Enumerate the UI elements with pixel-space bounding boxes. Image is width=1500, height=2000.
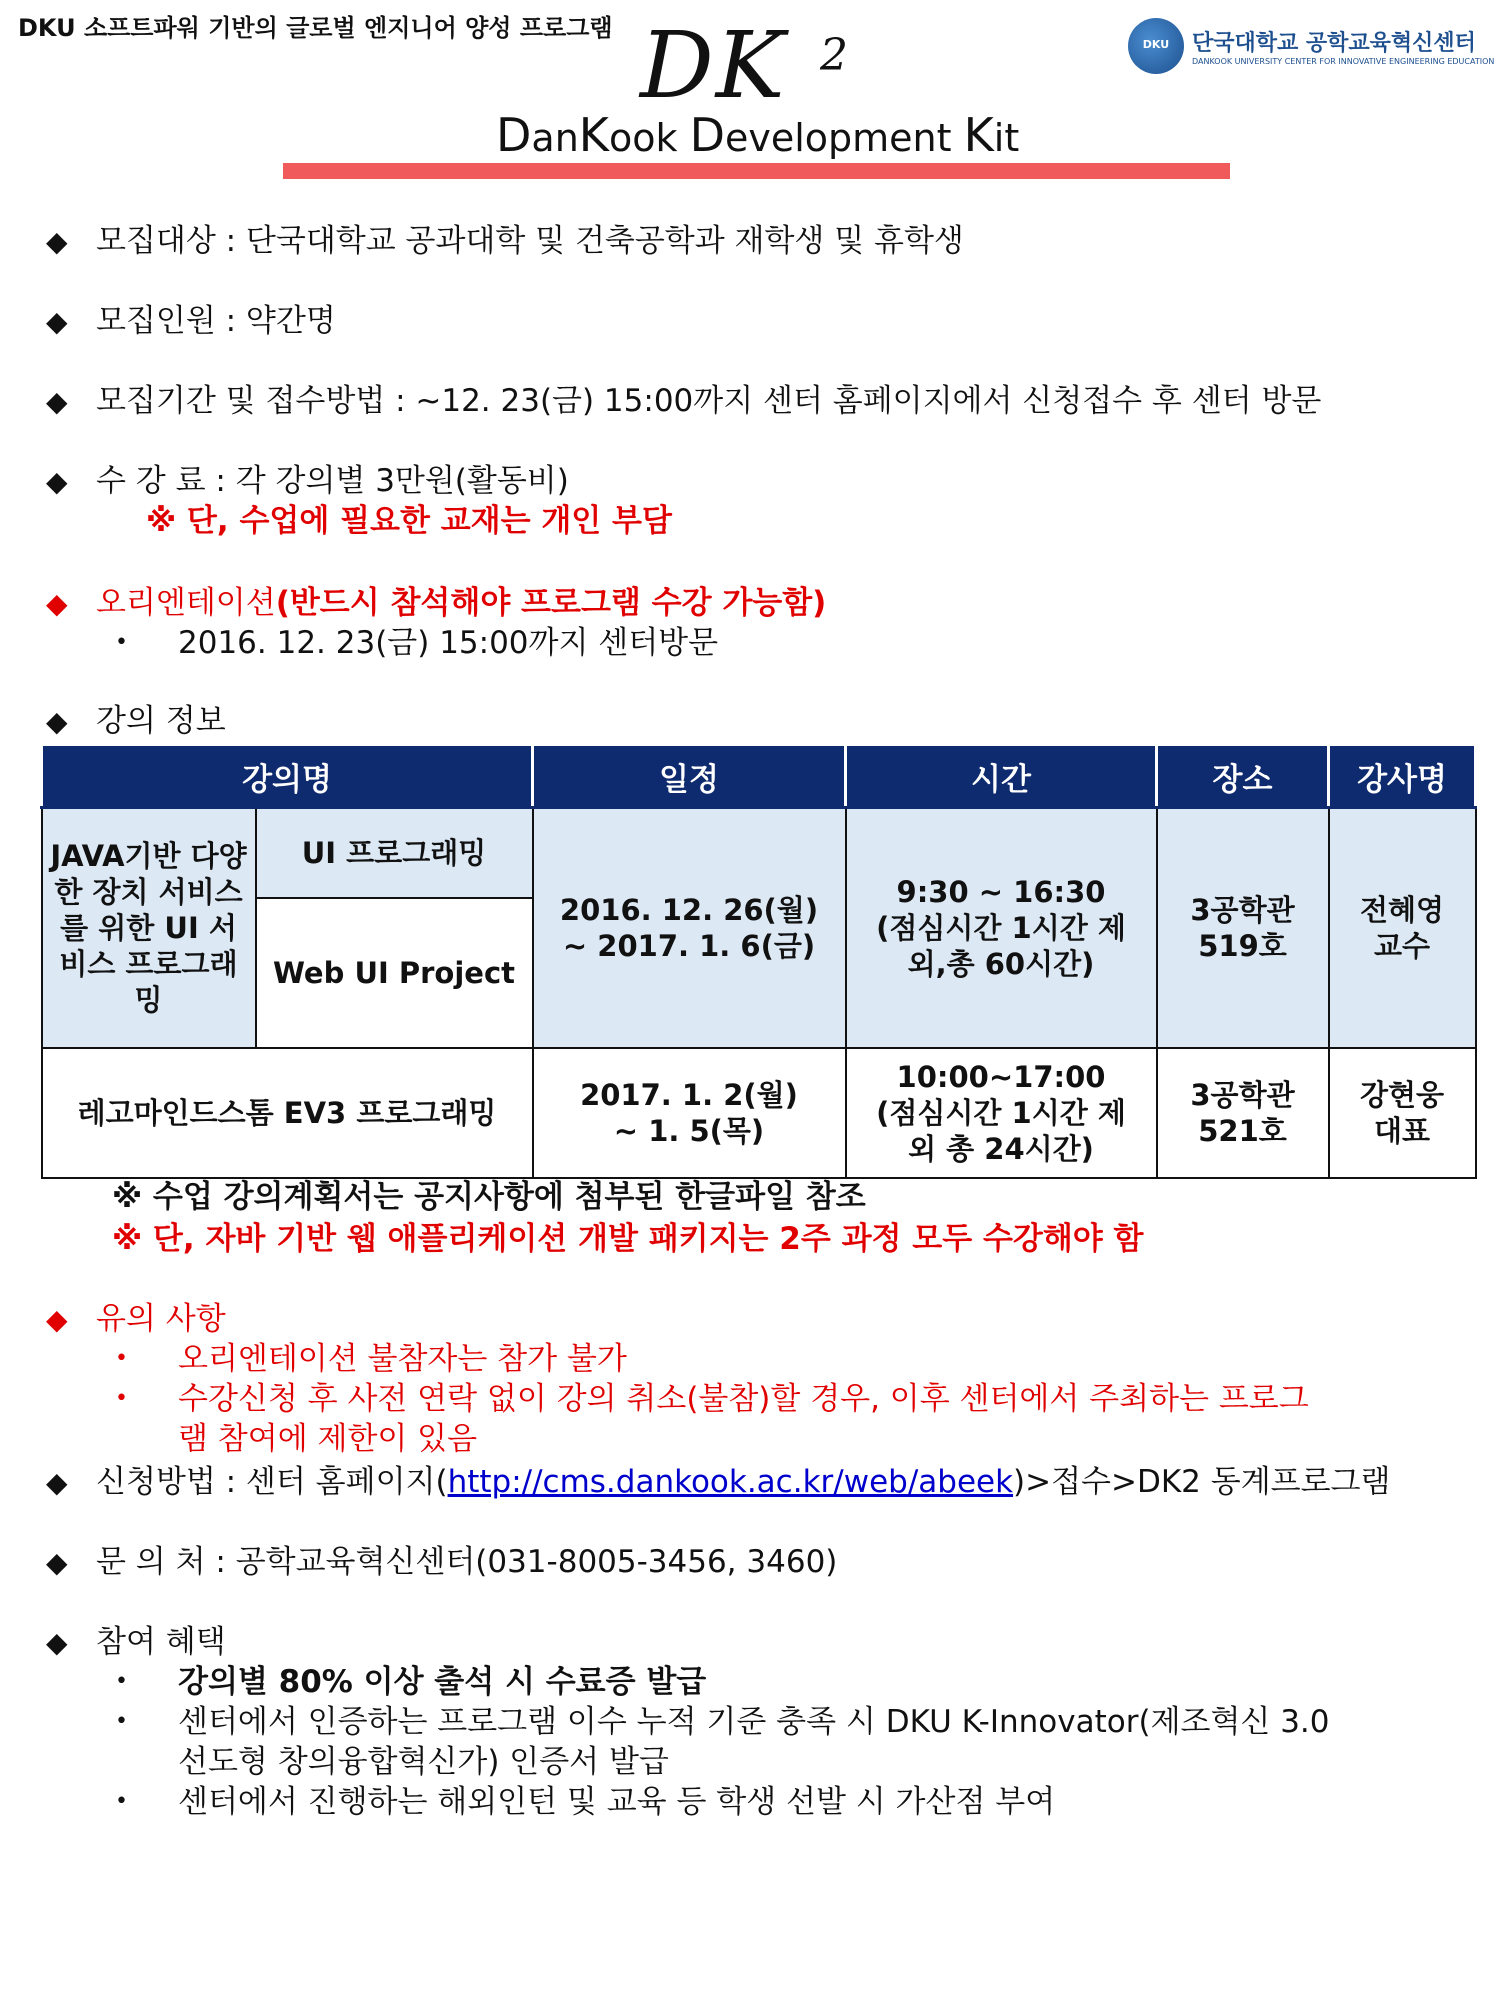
fee-text: 수 강 료 : 각 강의별 3만원(활동비) [96, 463, 569, 499]
course2-schedule-start: 2017. 1. 2(월) [580, 1077, 798, 1112]
diamond-bullet-icon: ◆ [46, 385, 68, 418]
diamond-bullet-icon: ◆ [46, 225, 68, 258]
diamond-bullet-icon: ◆ [46, 1466, 68, 1499]
lecture-info-line [46, 702, 226, 741]
count-line [46, 302, 336, 341]
benefit-item-2-cont: 선도형 창의융합혁신가) 인증서 발급 [178, 1744, 669, 1780]
course2-building: 3공학관 [1190, 1077, 1295, 1112]
course1-room: 519호 [1198, 928, 1287, 963]
dk-logo-subtitle [496, 108, 1019, 162]
caution-line [46, 1300, 226, 1339]
diamond-bullet-icon: ◆ [46, 465, 68, 498]
lecture-table [40, 743, 1477, 1179]
benefits-line [46, 1623, 226, 1662]
apply-line [46, 1463, 1390, 1502]
dot-bullet-icon: • [115, 1709, 128, 1734]
contact-line [46, 1543, 837, 1582]
apply-prefix: 신청방법 : 센터 홈페이지( [96, 1464, 448, 1500]
dk-logo-title: DK [640, 12, 787, 119]
dot-bullet-icon: • [115, 1789, 128, 1814]
header-time: 시간 [846, 745, 1157, 808]
orientation-date: 2016. 12. 23(금) 15:00까지 센터방문 [178, 625, 719, 661]
diamond-bullet-icon: ◆ [46, 1546, 68, 1579]
apply-suffix: )>접수>DK2 동계프로그램 [1013, 1464, 1391, 1500]
target-text: 모집대상 : 단국대학교 공과대학 및 건축공학과 재학생 및 휴학생 [96, 223, 964, 259]
course1-time-range: 9:30 ~ 16:30 [896, 874, 1106, 909]
course1-teacher-title: 교수 [1373, 928, 1431, 963]
course2-teacher-name: 강현웅 [1359, 1077, 1445, 1112]
course1-teacher [1329, 808, 1476, 1048]
benefit-item-1: 강의별 80% 이상 출석 시 수료증 발급 [178, 1664, 707, 1700]
diamond-bullet-icon: ◆ [46, 305, 68, 338]
target-line [46, 222, 964, 261]
subtitle-letter: K [963, 108, 994, 162]
header-course-name: 강의명 [42, 745, 533, 808]
course2-time-note: (점심시간 1시간 제 [876, 1095, 1126, 1130]
header-teacher: 강사명 [1329, 745, 1476, 808]
course1-schedule-start: 2016. 12. 26(월) [559, 892, 819, 927]
subtitle-letter: K [578, 108, 609, 162]
org-name: 단국대학교 공학교육혁신센터 [1192, 31, 1476, 56]
org-name-en: DANKOOK UNIVERSITY CENTER FOR INNOVATIVE ENGINEERING EDUCATION [1192, 57, 1495, 66]
dot-bullet-icon: • [115, 1669, 128, 1694]
fee-note: ※ 단, 수업에 필요한 교재는 개인 부담 [146, 503, 672, 539]
benefits-label: 참여 혜택 [96, 1624, 226, 1660]
course2-schedule-end: ~ 1. 5(목) [613, 1113, 765, 1148]
dot-bullet-icon: • [115, 1386, 128, 1411]
plan-note: ※ 수업 강의계획서는 공지사항에 첨부된 한글파일 참조 [112, 1179, 866, 1215]
subtitle-letter: D [689, 108, 725, 162]
period-text: 모집기간 및 접수방법 : ~12. 23(금) 15:00까지 센터 홈페이지에서 신청접수 후 센터 방문 [96, 383, 1322, 419]
subtitle-text: an [531, 116, 579, 160]
period-line [46, 382, 1321, 421]
orientation-line [46, 584, 826, 623]
benefit-item-3: 센터에서 진행하는 해외인턴 및 교육 등 학생 선발 시 가산점 부여 [178, 1784, 1056, 1820]
orientation-note: (반드시 참석해야 프로그램 수강 가능함) [275, 585, 827, 621]
course2-name: 레고마인드스톰 EV3 프로그래밍 [42, 1048, 533, 1178]
header-schedule: 일정 [533, 745, 846, 808]
subtitle-text: it [993, 116, 1020, 160]
dot-bullet-icon: • [115, 1346, 128, 1371]
caution-item-2: 수강신청 후 사전 연락 없이 강의 취소(불참)할 경우, 이후 센터에서 주최하는 프로그 [178, 1381, 1309, 1417]
caution-item-2-cont: 램 참여에 제한이 있음 [178, 1421, 478, 1457]
fee-line [46, 462, 569, 501]
org-logo [1128, 18, 1494, 74]
course1-time-total: 외,총 60시간) [907, 946, 1095, 981]
course1-time [846, 808, 1157, 1048]
course2-time [846, 1048, 1157, 1178]
course1-teacher-name: 전혜영 [1359, 892, 1445, 927]
course2-room: 521호 [1198, 1113, 1287, 1148]
subtitle-text: evelopment [724, 116, 964, 160]
subtitle-letter: D [496, 108, 532, 162]
course2-time-range: 10:00~17:00 [896, 1059, 1106, 1094]
course1-sub2: Web UI Project [256, 898, 533, 1048]
subtitle-text: ook [608, 116, 690, 160]
package-note: ※ 단, 자바 기반 웹 애플리케이션 개발 패키지는 2주 과정 모두 수강해야 함 [112, 1221, 1144, 1257]
diamond-bullet-icon: ◆ [46, 587, 68, 620]
course2-teacher [1329, 1048, 1476, 1178]
course1-schedule-end: ~ 2017. 1. 6(금) [562, 928, 816, 963]
diamond-bullet-icon: ◆ [46, 1303, 68, 1336]
caution-label: 유의 사항 [96, 1301, 226, 1337]
course1-place [1157, 808, 1329, 1048]
header-place: 장소 [1157, 745, 1329, 808]
course1-name: JAVA기반 다양한 장치 서비스를 위한 UI 서비스 프로그래밍 [42, 808, 256, 1048]
caution-item-1: 오리엔테이션 불참자는 참가 불가 [178, 1341, 627, 1377]
orientation-label: 오리엔테이션 [96, 585, 276, 621]
course2-teacher-title: 대표 [1373, 1113, 1431, 1148]
course2-time-total: 외 총 24시간) [908, 1131, 1094, 1166]
program-caption: DKU 소프트파워 기반의 글로벌 엔지니어 양성 프로그램 [18, 14, 613, 42]
count-text: 모집인원 : 약간명 [96, 303, 336, 339]
center-homepage-link[interactable]: http://cms.dankook.ac.kr/web/abeek [447, 1464, 1014, 1500]
diamond-bullet-icon: ◆ [46, 705, 68, 738]
benefit-item-2: 센터에서 인증하는 프로그램 이수 누적 기준 충족 시 DKU K-Innovator(제조혁신 3.0 [178, 1704, 1330, 1740]
diamond-bullet-icon: ◆ [46, 1626, 68, 1659]
contact-text: 문 의 처 : 공학교육혁신센터(031-8005-3456, 3460) [96, 1544, 838, 1580]
course2-schedule [533, 1048, 846, 1178]
course1-building: 3공학관 [1190, 892, 1295, 927]
university-emblem-icon [1128, 18, 1184, 74]
header-divider-bar [283, 163, 1230, 179]
lecture-info-label: 강의 정보 [96, 703, 226, 739]
course1-time-note: (점심시간 1시간 제 [876, 910, 1126, 945]
dot-bullet-icon: • [115, 630, 128, 655]
dk-logo-superscript: 2 [820, 30, 848, 81]
course1-schedule [533, 808, 846, 1048]
course2-place [1157, 1048, 1329, 1178]
course1-sub1: UI 프로그래밍 [256, 808, 533, 898]
